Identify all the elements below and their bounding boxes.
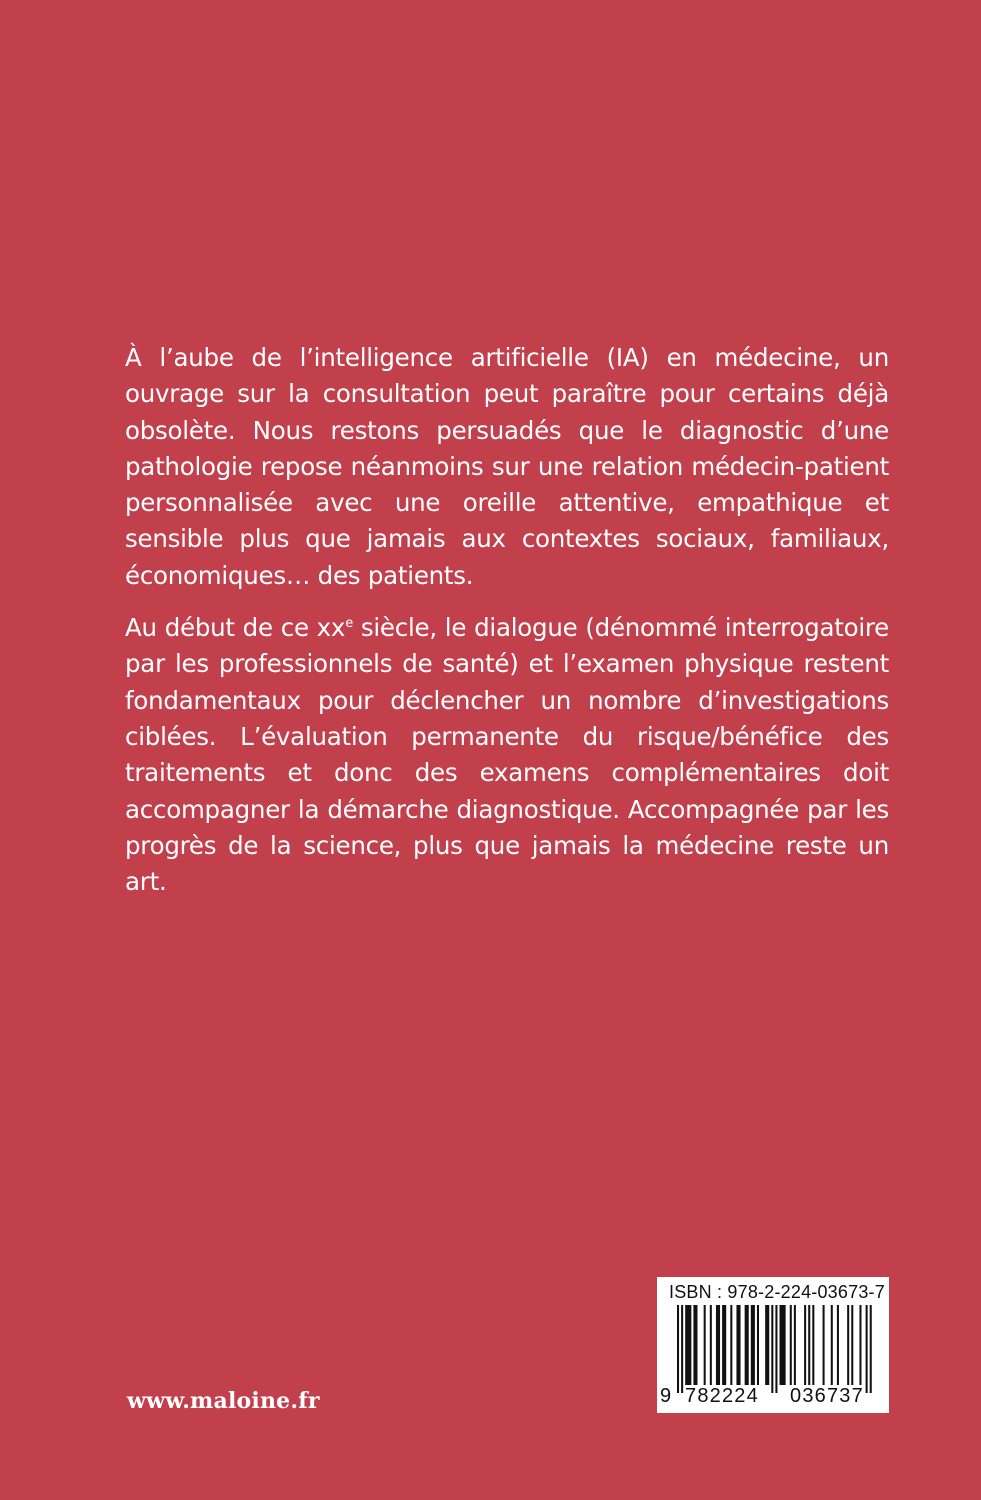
barcode-digits: [657, 1385, 889, 1411]
century-superscript: e: [345, 616, 353, 632]
barcode-bar: [847, 1305, 849, 1385]
barcode-bar: [765, 1305, 769, 1385]
barcode-bar: [704, 1305, 706, 1385]
blurb-paragraph-2-end: siècle, le dialogue (dénommé interrogatoire par les professionnels de santé) et l’examen physique restent fondamentaux pour déclencher un nombre d’investigations ciblées. L’évaluation permanente du risque/bénéfice des traitements et donc des examens complémentaires doit accompagner la démarche diagnostique. Accompagnée par les progrès de la science, plus que jamais la médecine reste un art.: [125, 613, 890, 897]
isbn-barcode-box: [657, 1277, 889, 1413]
barcode-bar: [722, 1305, 726, 1385]
barcode-bar: [716, 1305, 720, 1385]
barcode-guard-bar: [677, 1305, 679, 1393]
barcode-bar: [710, 1305, 712, 1385]
barcode-bar: [757, 1305, 759, 1385]
back-cover-blurb: [125, 340, 889, 900]
barcode-bar: [730, 1305, 732, 1385]
blurb-paragraph-1: À l’aube de l’intelligence artificielle (IA) en médecine, un ouvrage sur la consultation peut paraître pour certains déjà obsolète. Nous restons persuadés que le diagnostic d’une pathologie repose néanmoins sur une relation médecin-patient personnalisée avec une oreille attentive, empathique et sensible plus que jamais aux contextes sociaux, familiaux, économiques… des patients.: [125, 343, 889, 590]
barcode-bar: [837, 1305, 839, 1385]
barcode-digits-left: 782224: [685, 1385, 759, 1407]
barcode-guard-bar: [775, 1305, 777, 1393]
barcode-bar: [859, 1305, 861, 1385]
barcode-digit-first: 9: [660, 1385, 672, 1407]
barcode-bar: [851, 1305, 853, 1385]
barcode-bar: [804, 1305, 806, 1385]
barcode-guard-bar: [870, 1305, 872, 1393]
barcode-bar: [831, 1305, 833, 1385]
barcode-bar: [751, 1305, 755, 1385]
barcode-guard-bar: [866, 1305, 868, 1393]
barcode-bar: [685, 1305, 691, 1385]
barcode-bar: [812, 1305, 814, 1385]
barcode-guard-bar: [681, 1305, 683, 1393]
barcode-bar: [823, 1305, 825, 1385]
publisher-website: www.maloine.fr: [127, 1388, 320, 1414]
blurb-paragraph-2-start: Au début de ce xx: [125, 613, 346, 643]
barcode-bar: [808, 1305, 810, 1385]
blurb-paragraph-2: [125, 610, 889, 900]
barcode-bar: [736, 1305, 740, 1385]
barcode-bar: [745, 1305, 749, 1385]
barcode-bar: [780, 1305, 786, 1385]
barcode-bar: [790, 1305, 792, 1385]
isbn-label: ISBN : 978-2-224-03673-7: [669, 1282, 885, 1302]
barcode-bar: [794, 1305, 796, 1385]
barcode-digits-right: 036737: [790, 1385, 864, 1407]
barcode-guard-bar: [771, 1305, 773, 1393]
barcode-bar: [693, 1305, 697, 1385]
